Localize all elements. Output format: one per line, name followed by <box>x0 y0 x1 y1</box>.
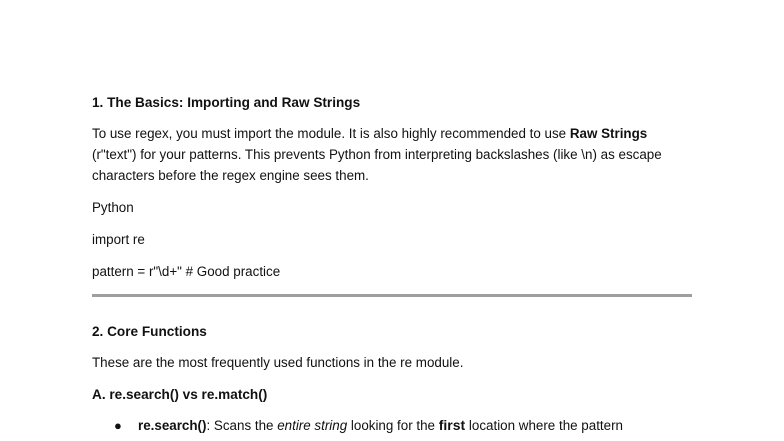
section2-heading: 2. Core Functions <box>92 324 207 339</box>
horizontal-divider <box>92 294 692 297</box>
section2-intro: These are the most frequently used functions in the re module. <box>92 355 464 370</box>
section1-heading: 1. The Basics: Importing and Raw Strings <box>92 95 361 110</box>
re-search-desc-post: location where the pattern <box>465 418 623 433</box>
bullet-icon: ● <box>114 418 122 433</box>
re-search-desc-em: entire string <box>277 418 348 433</box>
document-content <box>92 92 692 436</box>
code-line-pattern: pattern = r"\d+" # Good practice <box>92 264 281 279</box>
section1-intro-post: (r"text") for your patterns. This prevents Python from interpreting backslashes (like \n) as escape characters before the regex engine sees them. <box>92 147 662 183</box>
list-item-re-search <box>92 415 692 436</box>
raw-strings-term: Raw Strings <box>569 126 648 141</box>
section1-intro <box>92 123 692 186</box>
section1-intro-pre: To use regex, you must import the module. It is also highly recommended to use <box>92 126 570 141</box>
re-search-term: re.search() <box>138 418 207 433</box>
re-search-desc-mid: looking for the <box>347 418 439 433</box>
re-search-desc-first: first <box>438 417 466 433</box>
function-list <box>92 415 692 436</box>
re-search-desc-pre: : Scans the <box>206 418 278 433</box>
section2-subheading: A. re.search() vs re.match() <box>92 387 268 402</box>
code-line-import: import re <box>92 232 145 247</box>
code-language-label: Python <box>92 200 134 215</box>
